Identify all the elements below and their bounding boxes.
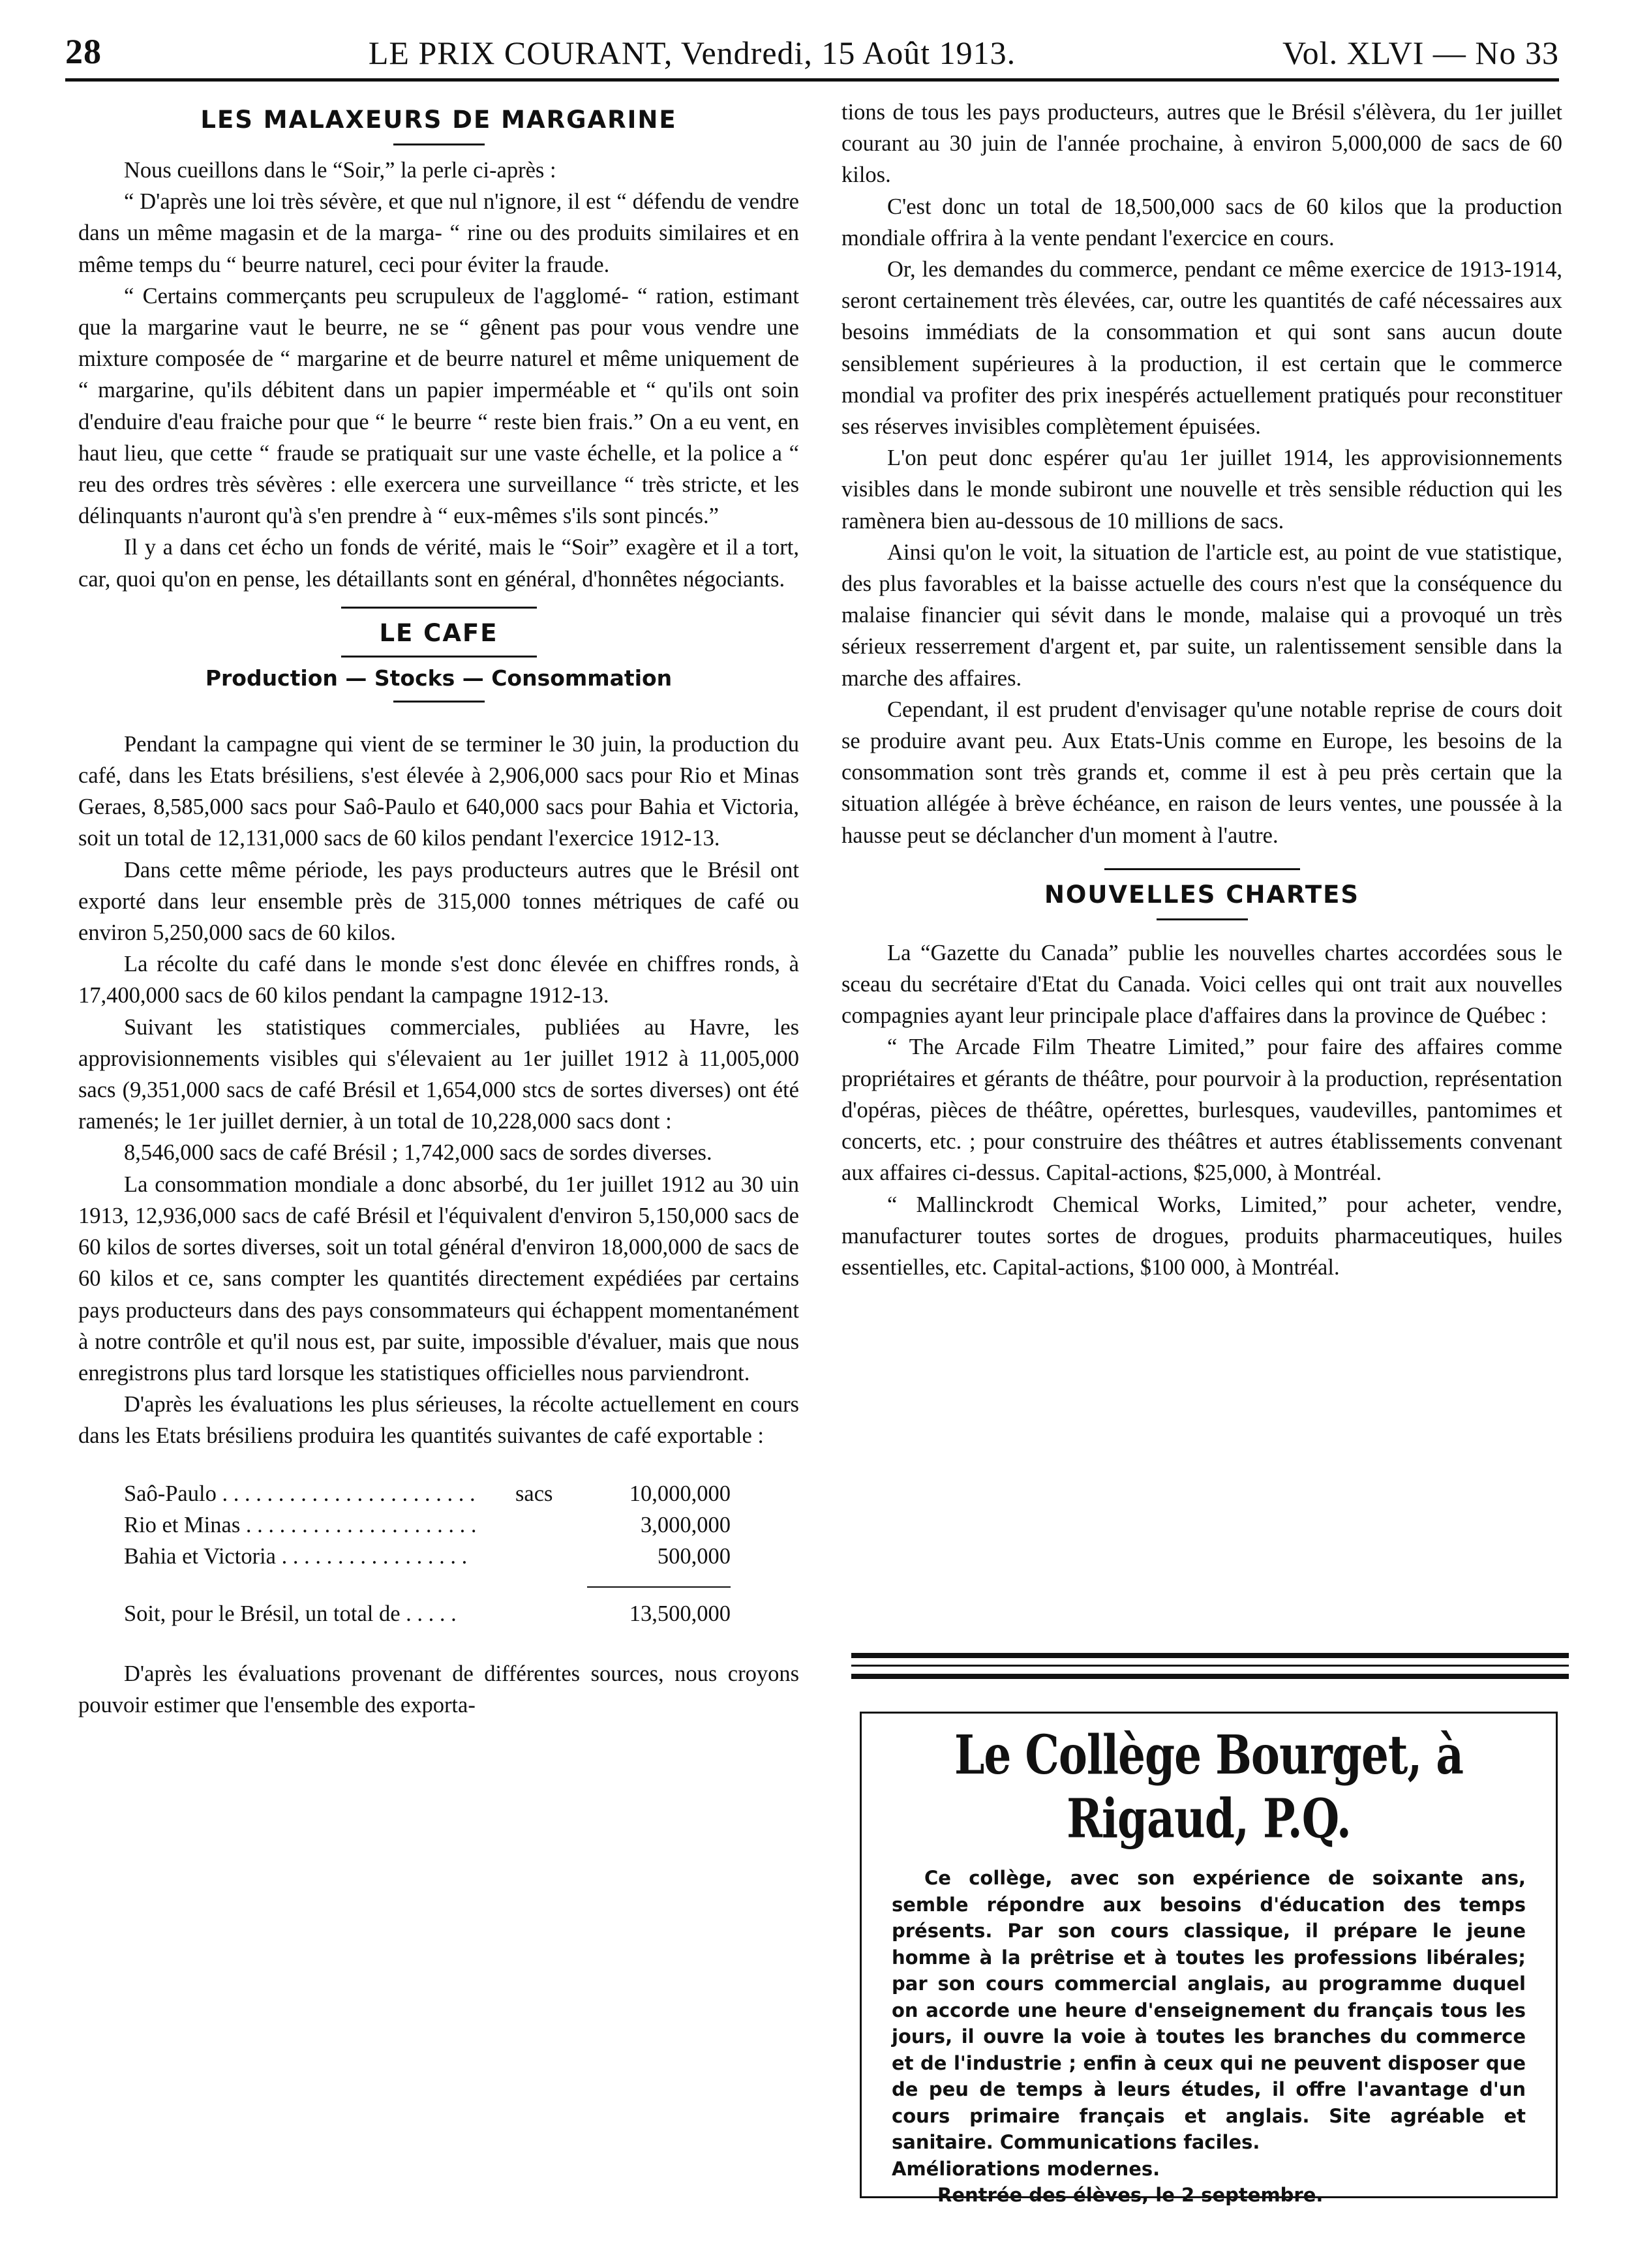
cafe-paragraph-1: Pendant la campagne qui vient de se terminer le 30 juin, la production du café, dans les Etats brésiliens, s'est élevée à 2,906,000 sacs pour Rio et Minas Geraes, 8,585,000 sacs pour Saô-Paulo et 640,000 sacs pour Bahia et Victoria, soit un total de 12,131,000 sacs de 60 kilos pendant l'exercice 1912-13. <box>78 731 799 851</box>
section-rule <box>1104 868 1300 870</box>
chartes-paragraph-3: “ Mallinckrodt Chemical Works, Limited,” pour acheter, vendre, manufacturer toutes sortes de drogues, produits pharmaceutiques, huiles essentielles, etc. Capital-actions, $100 000, à Montréal. <box>841 1192 1562 1280</box>
cafe-paragraph-4: Suivant les statistiques commerciales, publiées au Havre, les approvisionnements visibles qui s'élevaient au 1er juillet 1912 à 11,005,000 sacs (9,351,000 sacs de café Brésil et 1,654,000 stcs de sortes diverses) ont été ramenés; le 1er juillet dernier, à un total de 10,228,000 sacs dont : <box>78 1014 799 1134</box>
masthead-title: LE PRIX COURANT, Vendredi, 15 Août 1913. <box>368 35 1016 71</box>
row-value: 500,000 <box>657 1543 731 1569</box>
chartes-paragraph-1: La “Gazette du Canada” publie les nouvelles chartes accordées sous le sceau du secrétaire d'Etat du Canada. Voici celles qui ont trait aux nouvelles compagnies ayant leur principale place d'affaires dans la province de Québec : <box>841 940 1562 1029</box>
subheading-rule <box>393 701 485 703</box>
chartes-heading: NOUVELLES CHARTES <box>1044 880 1360 909</box>
chartes-paragraph-2: “ The Arcade Film Theatre Limited,” pour faire des affaires comme propriétaires et gérants de théâtre, pour pourvoir à la production, représentation d'opéras, pièces de théâtre, opérettes, burlesques, vaudevilles, pantomimes et concerts, etc. ; pour construire des théâtres et autres établissements convenant aux affaires ci-dessus. Capital-actions, $25,000, à Montréal. <box>841 1035 1562 1186</box>
total-value: 13,500,000 <box>629 1601 731 1626</box>
margarine-paragraph-1: Nous cueillons dans le “Soir,” la perle ci-après : <box>124 158 556 183</box>
page-number: 28 <box>65 32 102 71</box>
cafe-continued-1: tions de tous les pays producteurs, autres que le Brésil s'élèvera, du 1er juillet courant au 30 juin de l'année prochaine, à environ 5,000,000 de sacs de 60 kilos. <box>841 100 1562 188</box>
table-row <box>124 1541 731 1572</box>
row-unit: sacs <box>515 1481 553 1506</box>
ad-rule-thick <box>851 1653 1569 1658</box>
section-rule <box>341 607 537 609</box>
section-rule <box>341 656 537 658</box>
college-advertisement <box>860 1712 1558 2206</box>
heading-rule <box>393 144 485 145</box>
row-label: Bahia et Victoria . . . . . . . . . . . . . . . . . <box>124 1543 468 1569</box>
export-table <box>124 1478 731 1629</box>
cafe-paragraph-7: D'après les évaluations les plus sérieuses, la récolte actuellement en cours dans les Etats brésiliens produira les quantités suivantes de café exportable : <box>78 1392 799 1449</box>
table-rule-row <box>124 1572 731 1588</box>
masthead <box>65 26 1559 72</box>
row-label: Saô-Paulo . . . . . . . . . . . . . . . . . . . . . . . <box>124 1481 476 1506</box>
right-column <box>841 91 1562 1283</box>
margarine-heading: LES MALAXEURS DE MARGARINE <box>200 106 677 134</box>
left-column <box>78 91 799 1721</box>
volume-number: Vol. XLVI — No 33 <box>1282 35 1559 71</box>
table-row <box>124 1478 731 1509</box>
ad-text: Ce collège, avec son expérience de soixante ans, semble répondre aux besoins d'éducation des temps présents. Par son cours classique, il prépare le jeune homme à la prêtrise et à toutes les professions libérales; par son cours commercial anglais, au programme duquel on accorde une heure d'enseignement du français tous les jours, il ouvre la voie à toutes les branches du commerce et de l'industrie ; enfin à ceux qui ne peuvent disposer que de peu de temps à leurs études, il offre l'avantage d'un cours primaire français et anglais. Site agréable et sanitaire. Communications faciles. <box>892 1867 1526 2153</box>
row-unit <box>515 1541 587 1572</box>
margarine-paragraph-2: “ D'après une loi très sévère, et que nul n'ignore, il est “ défendu de vendre dans un même magasin et de la marga- “ rine ou des produits similaires et en même temps du “ beurre naturel, ceci pour éviter la fraude. <box>78 189 799 277</box>
ad-rentree: Rentrée des élèves, le 2 septembre. <box>937 2184 1324 2206</box>
cafe-continued-5: Ainsi qu'on le voit, la situation de l'article est, au point de vue statistique, des plus favorables et la baisse actuelle des cours n'est que la conséquence du malaise financier qui sévit dans le monde, malaise qui a provoqué un très sérieux resserrement d'argent et, par suite, un ralentissement sensible dans la marche des affaires. <box>841 539 1562 691</box>
margarine-paragraph-4: Il y a dans cet écho un fonds de vérité, mais le “Soir” exagère et il a tort, car, quoi qu'on en pense, les détaillants sont en général, d'honnêtes négociants. <box>78 535 799 592</box>
table-row <box>124 1509 731 1541</box>
row-value: 3,000,000 <box>641 1512 731 1537</box>
ad-title: Le Collège Bourget, à Rigaud, P.Q. <box>954 1723 1464 1851</box>
cafe-paragraph-3: La récolte du café dans le monde s'est donc élevée en chiffres ronds, à 17,400,000 sacs de 60 kilos pendant la campagne 1912-13. <box>78 952 799 1008</box>
masthead-rule <box>65 78 1559 82</box>
ad-rule-thick <box>851 1674 1569 1679</box>
ad-body <box>892 1865 1526 2209</box>
cafe-paragraph-8: D'après les évaluations provenant de différentes sources, nous croyons pouvoir estimer que l'ensemble des exporta- <box>78 1661 799 1717</box>
heading-rule <box>1157 918 1248 920</box>
cafe-continued-3: Or, les demandes du commerce, pendant ce même exercice de 1913-1914, seront certainement très élevées, car, outre les quantités de café nécessaires aux besoins immédiats de la consommation et qui sont sans aucun doute sensiblement supérieures à la production, il est certain que le commerce mondial va profiter des prix inespérés actuellement pratiqués pour reconstituer ses réserves invisibles complètement épuisées. <box>841 257 1562 440</box>
row-label: Rio et Minas . . . . . . . . . . . . . . . . . . . . . <box>124 1512 477 1537</box>
row-unit <box>515 1509 587 1541</box>
cafe-paragraph-5: 8,546,000 sacs de café Brésil ; 1,742,000 sacs de sordes diverses. <box>124 1140 712 1166</box>
table-total-row <box>124 1588 731 1629</box>
cafe-continued-4: L'on peut donc espérer qu'au 1er juillet 1914, les approvisionnements visibles dans le monde subiront une nouvelle et très sensible réduction qui les ramènera bien au-dessous de 10 millions de sacs. <box>841 446 1562 534</box>
margarine-paragraph-3: “ Certains commerçants peu scrupuleux de l'agglomé- “ ration, estimant que la margarine vaut le beurre, ne se “ gênent pas pour vous vendre une mixture composée de “ margarine et de beurre naturel et même uniquement de “ margarine, qu'ils débitent dans un papier imperméable et “ qu'ils ont soin d'enduire d'eau fraiche pour que “ le beurre “ reste bien frais.” On a eu vent, en haut lieu, que cette “ fraude se pratiquait sur une vaste échelle, et la police a “ reu des ordres très sévères : elle exercera une surveillance “ très stricte, et les délinquants n'auront qu'à s'en prendre à “ eux-mêmes s'ils sont pincés.” <box>78 283 799 529</box>
cafe-paragraph-6: La consommation mondiale a donc absorbé, du 1er juillet 1912 au 30 uin 1913, 12,936,000 sacs de café Brésil et l'équivalent d'environ 5,150,000 sacs de 60 kilos de sortes diverses, soit un total général d'environ 18,000,000 de sacs de 60 kilos et ce, sans compter les quantités directement expédiées par certains pays producteurs dans des pays consommateurs qui échappent momentanément à notre contrôle et qu'il nous est, par suite, impossible d'évaluer, mais que nous enregistrons plus tard lorsque les statistiques officielles nous parviendront. <box>78 1172 799 1385</box>
row-value: 10,000,000 <box>629 1481 731 1506</box>
ad-improvements: Améliorations modernes. <box>892 2157 1160 2180</box>
cafe-continued-2: C'est donc un total de 18,500,000 sacs de 60 kilos que la production mondiale offrira à la vente pendant l'exercice en cours. <box>841 194 1562 250</box>
cafe-subheading: Production — Stocks — Consommation <box>205 665 673 691</box>
total-label: Soit, pour le Brésil, un total de . . . . . <box>124 1601 457 1626</box>
ad-rule-thin <box>851 1665 1569 1667</box>
cafe-paragraph-2: Dans cette même période, les pays producteurs autres que le Brésil ont exporté dans leur ensemble près de 315,000 tonnes métriques de café ou environ 5,250,000 sacs de 60 kilos. <box>78 857 799 946</box>
cafe-continued-6: Cependant, il est prudent d'envisager qu'une notable reprise de cours doit se produire avant peu. Aux Etats-Unis comme en Europe, les besoins de la consommation sont très grands et, comme il est à peu près certain que la situation allégée à brève échéance, en raison de leurs ventes, une poussée à la hausse peut se déclancher d'un moment à l'autre. <box>841 697 1562 848</box>
cafe-heading: LE CAFE <box>379 618 498 647</box>
